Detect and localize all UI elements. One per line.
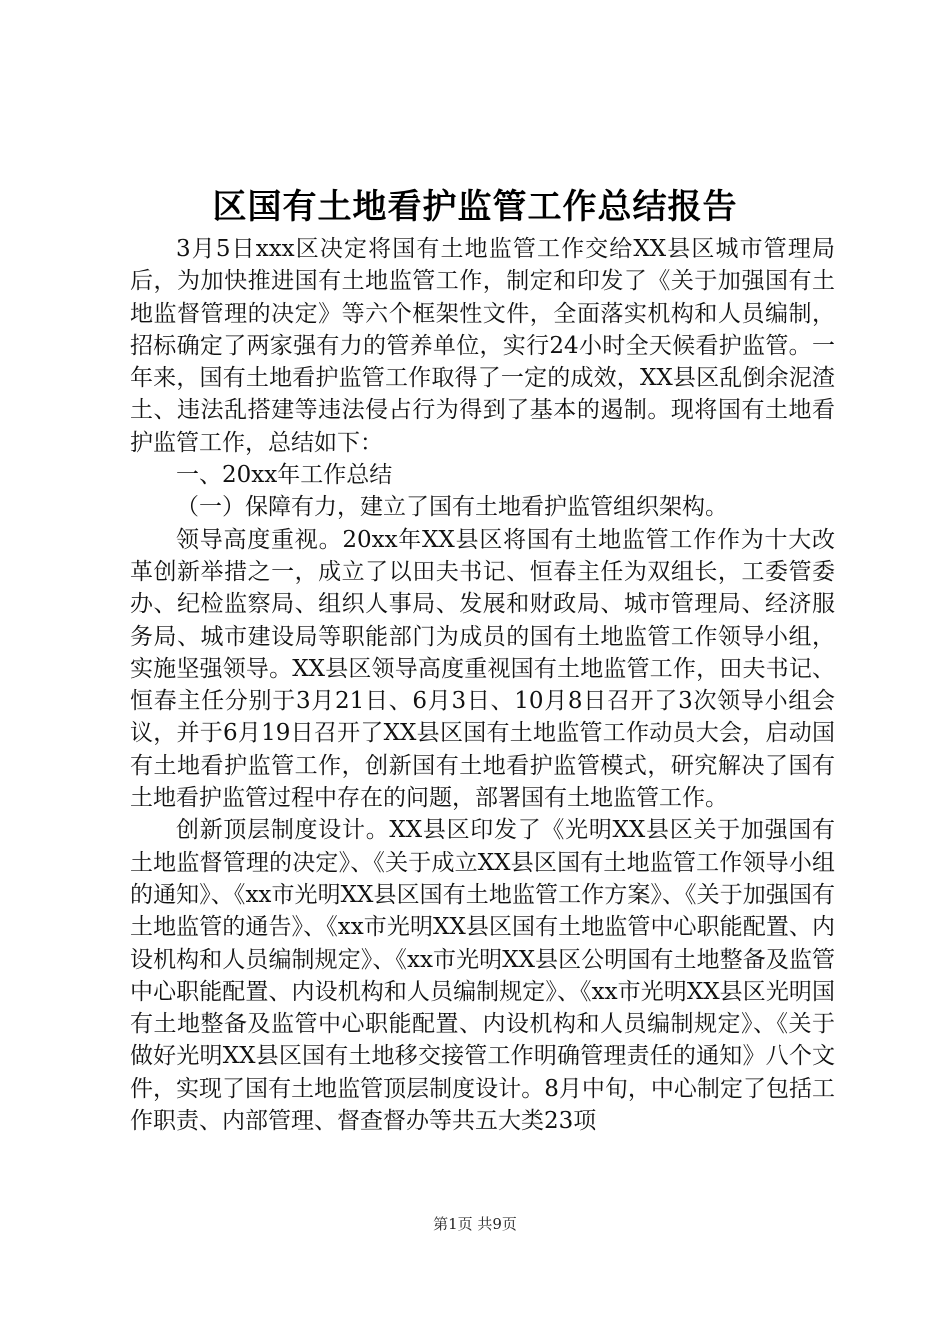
page-number-footer: 第1页 共9页 <box>433 1215 517 1233</box>
paragraph-intro: 3月5日xxx区决定将国有土地监管工作交给XX县区城市管理局后，为加快推进国有土地监管工作，制定和印发了《关于加强国有土地监督管理的决定》等六个框架性文件，全面落实机构和人员编制，招标确定了两家强有力的管养单位，实行24小时全天候看护监管。一年来，国有土地看护监管工作取得了一定的成效，XX县区乱倒余泥渣土、违法乱搭建等违法侵占行为得到了基本的遏制。现将国有土地看护监管工作，总结如下： <box>130 236 835 456</box>
section-heading-1: 一、20xx年工作总结 <box>176 462 393 489</box>
document-body <box>130 233 835 1137</box>
document-title: 区国有土地看护监管工作总结报告 <box>212 187 738 227</box>
paragraph-system-design: 创新顶层制度设计。XX县区印发了《光明XX县区关于加强国有土地监督管理的决定》、《关于成立XX县区国有土地监管工作领导小组的通知》、《xx市光明XX县区国有土地监管工作方案》、《关于加强国有土地监管的通告》、《xx市光明XX县区国有土地监管中心职能配置、内设机构和人员编制规定》、《xx市光明XX县区公明国有土地整备及监管中心职能配置、内设机构和人员编制规定》、《xx市光明XX县区光明国有土地整备及监管中心职能配置、内设机构和人员编制规定》、《关于做好光明XX县区国有土地移交接管工作明确管理责任的通知》八个文件，实现了国有土地监管顶层制度设计。8月中旬，中心制定了包括工作职责、内部管理、督查督办等共五大类23项 <box>130 817 835 1135</box>
paragraph-leadership: 领导高度重视。20xx年XX县区将国有土地监管工作作为十大改革创新举措之一，成立了以田夫书记、恒春主任为双组长，工委管委办、纪检监察局、组织人事局、发展和财政局、城市管理局、经济服务局、城市建设局等职能部门为成员的国有土地监管工作领导小组，实施坚强领导。XX县区领导高度重视国有土地监管工作，田夫书记、恒春主任分别于3月21日、6月3日、10月8日召开了3次领导小组会议，并于6月19日召开了XX县区国有土地监管工作动员大会，启动国有土地看护监管工作，创新国有土地看护监管模式，研究解决了国有土地看护监管过程中存在的问题，部署国有土地监管工作。 <box>130 526 835 812</box>
subsection-heading-1: （一）保障有力，建立了国有土地看护监管组织架构。 <box>176 494 728 521</box>
